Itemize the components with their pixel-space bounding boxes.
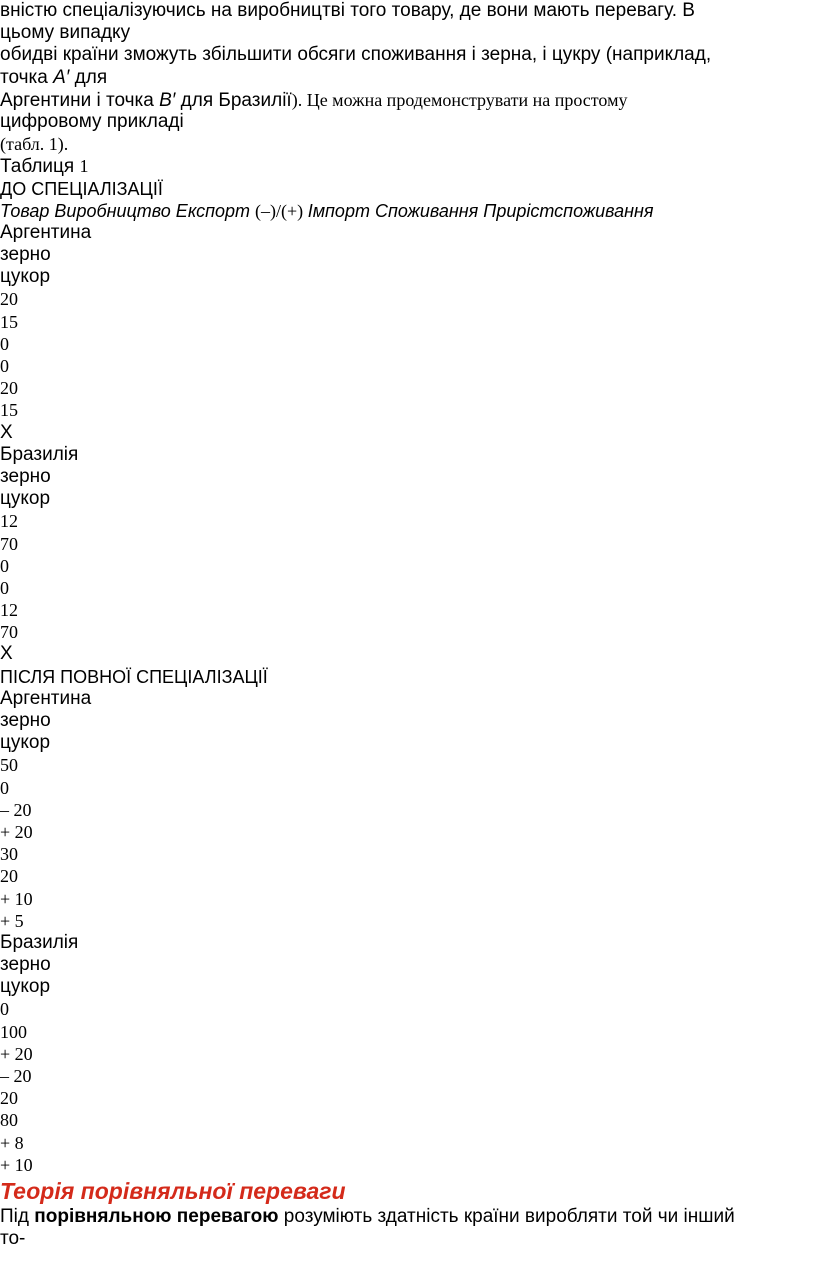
table-value: + 10: [0, 888, 33, 909]
intro-line: обидві країни зможуть збільшити обсяги споживання і зерна, і цукру (наприклад,: [0, 44, 712, 66]
table-value: – 20: [0, 799, 32, 820]
goods-name: цукор: [0, 732, 51, 754]
table-value: 20: [0, 378, 18, 399]
goods-name: зерно: [0, 954, 51, 976]
table-value: 12: [0, 511, 18, 532]
text-fragment: для: [69, 66, 108, 88]
point-label: A′: [53, 66, 70, 88]
text-fragment: розуміють здатність країни виробляти той чи інший: [278, 1205, 735, 1227]
table-value: 15: [0, 400, 18, 421]
section-heading: Теорія порівняльної переваги: [0, 1177, 346, 1204]
table-caption: [0, 155, 816, 177]
table-value: + 20: [0, 821, 33, 842]
goods-name: цукор: [0, 488, 51, 510]
country-name: Бразилія: [0, 931, 79, 953]
intro-line: вністю спеціалізуючись на виробництві того товару, де вони мають перевагу. В: [0, 0, 695, 21]
table-value: 80: [0, 1110, 18, 1131]
intro-line: (табл. 1).: [0, 134, 69, 155]
table-header: [0, 200, 816, 222]
after-title: ПІСЛЯ ПОВНОЇ СПЕЦІАЛІЗАЦІЇ: [0, 666, 268, 687]
table-mark: Х: [0, 643, 13, 665]
text-fragment: точка: [0, 66, 54, 88]
table-value: 12: [0, 600, 18, 621]
section-paragraph-line: [0, 1206, 816, 1228]
caption-number: 1: [79, 156, 89, 177]
header-fragment: Імпорт Споживання Прирістспоживання: [307, 200, 654, 221]
country-name: Аргентина: [0, 221, 92, 243]
country-name: Бразилія: [0, 443, 79, 465]
table-value: 0: [0, 356, 9, 376]
goods-name: зерно: [0, 244, 51, 266]
intro-line: [0, 89, 816, 111]
intro-line: [0, 67, 816, 89]
table-value: 70: [0, 622, 18, 643]
table-value: 20: [0, 866, 18, 887]
goods-name: цукор: [0, 976, 51, 998]
table-value: 50: [0, 755, 18, 776]
table-value: – 20: [0, 1066, 32, 1086]
table-value: + 20: [0, 1043, 33, 1064]
table-value: + 8: [0, 1132, 24, 1153]
country-name: Аргентина: [0, 687, 92, 709]
text-fragment: ). Це можна продемонструвати на простому: [291, 89, 628, 110]
text-fragment: Під: [0, 1205, 35, 1227]
table-mark: Х: [0, 421, 13, 443]
goods-name: зерно: [0, 710, 51, 731]
term-bold: порівняльною перевагою: [34, 1205, 279, 1227]
table-value: 0: [0, 555, 9, 576]
goods-name: цукор: [0, 266, 51, 288]
table-value: 15: [0, 311, 18, 332]
table-value: + 10: [0, 1154, 33, 1175]
text-fragment: Аргентини і точка: [0, 89, 160, 111]
table-value: 0: [0, 777, 9, 798]
table-value: + 5: [0, 910, 24, 931]
table-value: 20: [0, 1088, 18, 1109]
intro-line: цифровому прикладі: [0, 110, 184, 132]
table-value: 20: [0, 289, 18, 310]
table-value: 30: [0, 844, 18, 865]
caption-word: Таблиця: [0, 156, 80, 178]
table-value: 0: [0, 999, 9, 1020]
header-fragment: (–)/(+): [255, 200, 308, 221]
text-fragment: для Бразилії: [175, 89, 292, 111]
section-paragraph-line: то-: [0, 1228, 26, 1250]
table-value: 0: [0, 333, 9, 354]
point-label: B′: [159, 89, 176, 111]
table-value: 100: [0, 1021, 27, 1042]
table-value: 0: [0, 577, 9, 598]
intro-line: цьому випадку: [0, 22, 131, 44]
goods-name: зерно: [0, 465, 51, 487]
header-fragment: Товар Виробництво Експорт: [0, 200, 256, 221]
table-value: 70: [0, 533, 18, 554]
before-title: ДО СПЕЦІАЛІЗАЦІЇ: [0, 178, 163, 199]
